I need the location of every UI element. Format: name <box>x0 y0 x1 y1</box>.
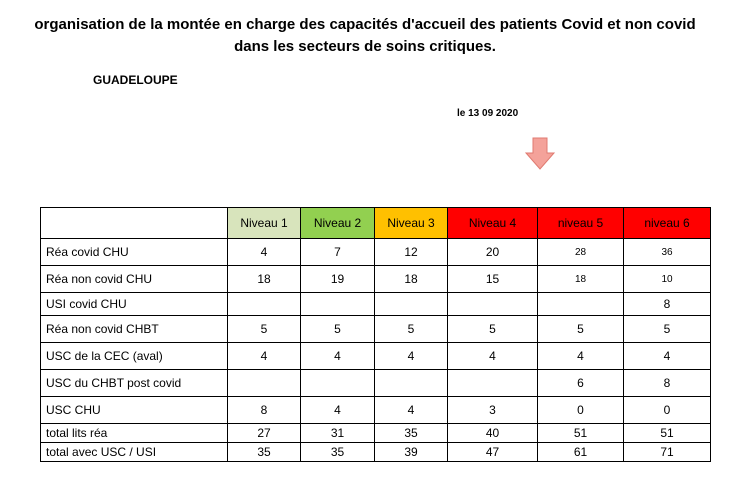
table-cell: 12 <box>375 239 448 266</box>
table-row <box>41 397 711 424</box>
row-label: total avec USC / USI <box>41 443 228 462</box>
header-niveau-2: Niveau 2 <box>301 208 375 239</box>
table-cell: 5 <box>301 316 375 343</box>
region-label: GUADELOUPE <box>93 73 178 87</box>
table-cell: 10 <box>624 266 711 293</box>
table-row <box>41 239 711 266</box>
row-label: Réa covid CHU <box>41 239 228 266</box>
table-cell: 7 <box>301 239 375 266</box>
table-cell <box>448 370 538 397</box>
title-line-1: organisation de la montée en charge des capacités d'accueil des patients Covid et non covid <box>34 16 696 33</box>
table-row <box>41 266 711 293</box>
table-cell: 4 <box>448 343 538 370</box>
table-cell <box>301 293 375 316</box>
table-row <box>41 343 711 370</box>
header-niveau-6: niveau 6 <box>624 208 711 239</box>
table-cell: 51 <box>624 424 711 443</box>
table-cell: 35 <box>228 443 301 462</box>
table-cell: 5 <box>228 316 301 343</box>
row-label: USC CHU <box>41 397 228 424</box>
table-cell: 4 <box>228 239 301 266</box>
table-cell: 4 <box>301 343 375 370</box>
table-cell: 8 <box>624 293 711 316</box>
table-cell: 0 <box>624 397 711 424</box>
table-cell: 15 <box>448 266 538 293</box>
date-label: le 13 09 2020 <box>457 108 519 119</box>
table-cell: 35 <box>375 424 448 443</box>
table-cell <box>538 293 624 316</box>
row-label: Réa non covid CHBT <box>41 316 228 343</box>
table-cell: 4 <box>228 343 301 370</box>
table-row <box>41 370 711 397</box>
header-niveau-1: Niveau 1 <box>228 208 301 239</box>
table-cell: 4 <box>538 343 624 370</box>
table-cell <box>448 293 538 316</box>
table-cell: 6 <box>538 370 624 397</box>
table-cell: 8 <box>624 370 711 397</box>
row-label: USC du CHBT post covid <box>41 370 228 397</box>
table-cell: 31 <box>301 424 375 443</box>
table-cell: 47 <box>448 443 538 462</box>
table-cell: 18 <box>228 266 301 293</box>
title-line-2: dans les secteurs de soins critiques. <box>234 38 496 55</box>
capacity-table <box>40 207 711 462</box>
table-cell: 28 <box>538 239 624 266</box>
table-cell: 4 <box>375 397 448 424</box>
header-niveau-4: Niveau 4 <box>448 208 538 239</box>
table-cell <box>228 370 301 397</box>
header-cell-empty <box>41 208 228 239</box>
table-cell: 18 <box>375 266 448 293</box>
table-cell: 5 <box>624 316 711 343</box>
table-row <box>41 424 711 443</box>
table-cell: 3 <box>448 397 538 424</box>
row-label: USC de la CEC (aval) <box>41 343 228 370</box>
table-cell: 0 <box>538 397 624 424</box>
table-cell: 8 <box>228 397 301 424</box>
table-cell <box>301 370 375 397</box>
table-cell: 35 <box>301 443 375 462</box>
table-cell: 5 <box>375 316 448 343</box>
table-row <box>41 293 711 316</box>
document-title <box>0 14 730 58</box>
header-niveau-5: niveau 5 <box>538 208 624 239</box>
table-row <box>41 443 711 462</box>
table-cell: 5 <box>538 316 624 343</box>
table-cell <box>375 370 448 397</box>
table-cell: 39 <box>375 443 448 462</box>
table-cell: 4 <box>301 397 375 424</box>
table-cell: 40 <box>448 424 538 443</box>
table-cell: 5 <box>448 316 538 343</box>
table-cell: 27 <box>228 424 301 443</box>
table-cell: 18 <box>538 266 624 293</box>
table-cell: 36 <box>624 239 711 266</box>
table-cell: 4 <box>375 343 448 370</box>
table-cell: 51 <box>538 424 624 443</box>
row-label: Réa non covid CHU <box>41 266 228 293</box>
row-label: USI covid CHU <box>41 293 228 316</box>
row-label: total lits réa <box>41 424 228 443</box>
table-cell: 19 <box>301 266 375 293</box>
down-arrow-icon <box>524 137 556 171</box>
table-cell: 4 <box>624 343 711 370</box>
table-row <box>41 316 711 343</box>
header-niveau-3: Niveau 3 <box>375 208 448 239</box>
table-cell: 20 <box>448 239 538 266</box>
table-cell: 71 <box>624 443 711 462</box>
header-row <box>41 208 711 239</box>
table-cell <box>375 293 448 316</box>
table-cell: 61 <box>538 443 624 462</box>
table-cell <box>228 293 301 316</box>
